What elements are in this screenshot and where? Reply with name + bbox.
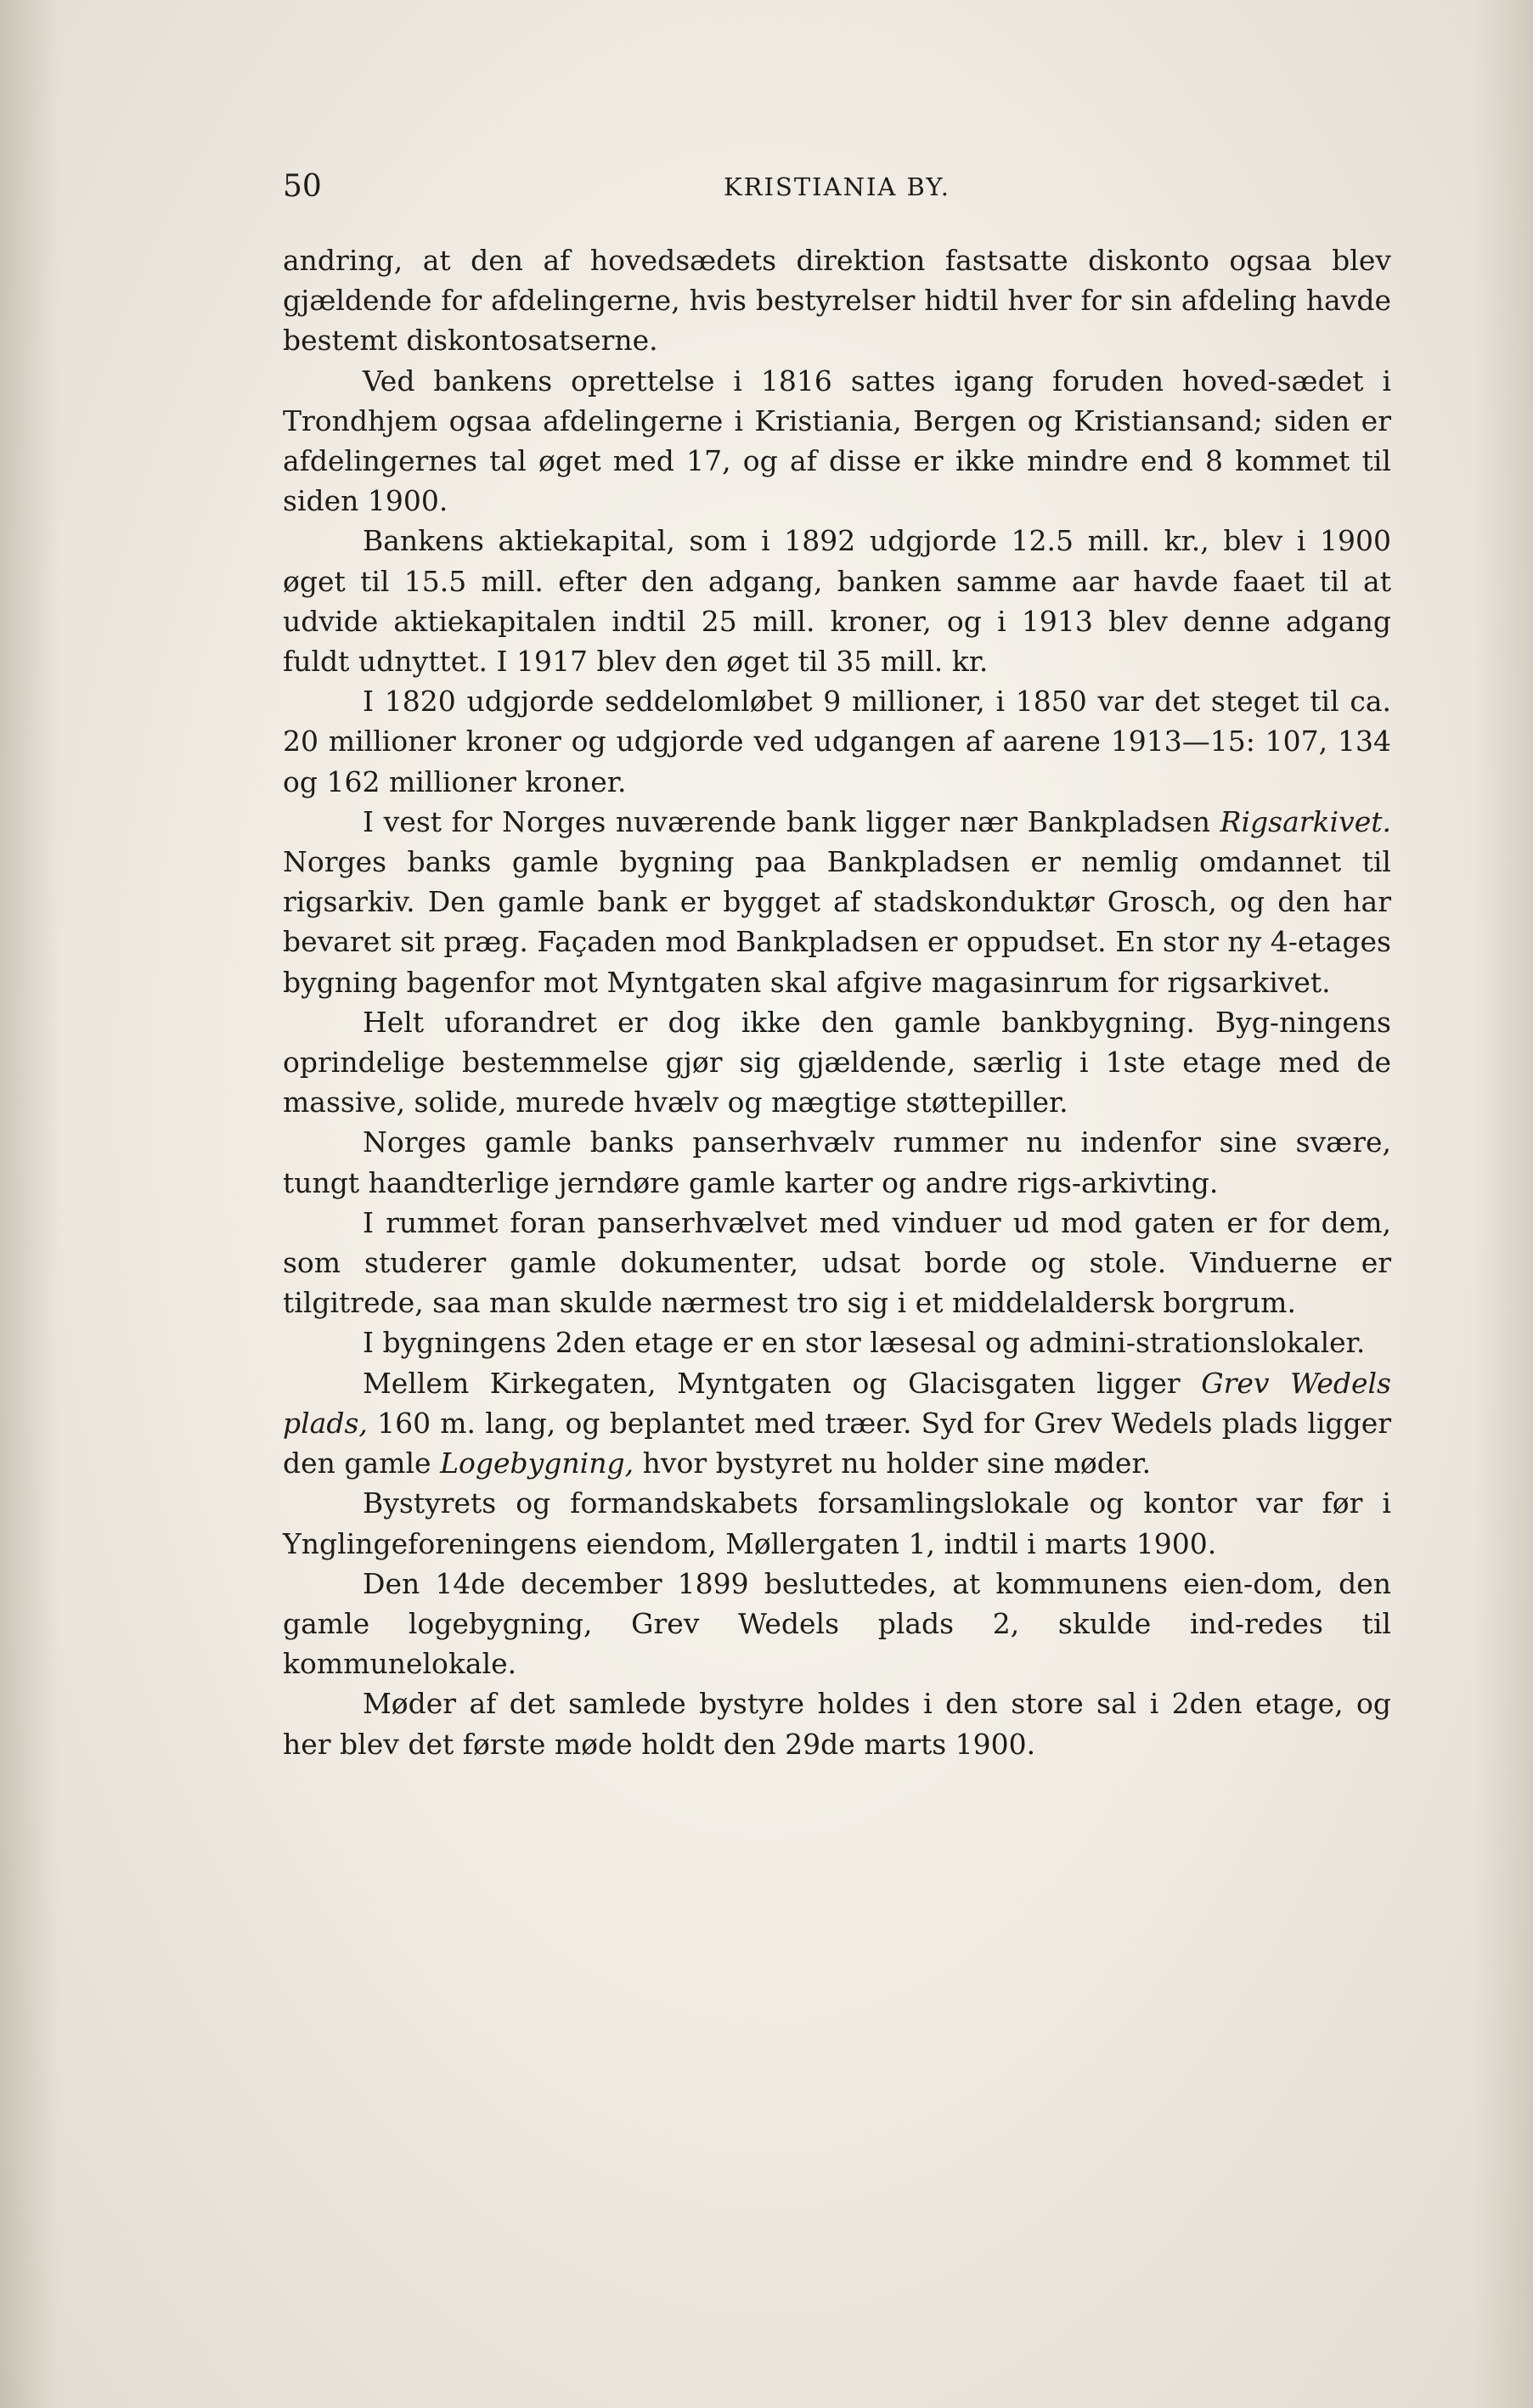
page-edge-shadow-left [0,0,59,2408]
paragraph-13: Møder af det samlede bystyre holdes i den store sal i 2den etage, og her blev det første møde holdt den 29de marts 1900. [283,1687,1391,1761]
paragraph-10 [283,1363,1391,1484]
page-edge-shadow-right [1474,0,1533,2408]
paragraph-10-text-c: hvor bystyret nu holder sine møder. [634,1446,1152,1480]
paragraph-7: Norges gamle banks panserhvælv rummer nu indenfor sine svære, tungt haandterlige jerndøre gamle karter og andre rigs-arkivting. [283,1125,1391,1199]
paragraph-11: Bystyrets og formandskabets forsamlingslokale og kontor var før i Ynglingeforeningens eiendom, Møllergaten 1, indtil i marts 1900. [283,1486,1391,1560]
paragraph-2: Ved bankens oprettelse i 1816 sattes igang foruden hoved-sædet i Trondhjem ogsaa afdelingerne i Kristiania, Bergen og Kristiansand; siden er afdelingernes tal øget med 17, og af disse er ikke mindre end 8 kommet til siden 1900. [283,364,1391,518]
body-text [283,240,1391,1764]
paragraph-12: Den 14de december 1899 besluttedes, at kommunens eien-dom, den gamle logebygning, Grev Wedels plads 2, skulde ind-redes til kommunelokale. [283,1566,1391,1681]
paragraph-5-text-a: I vest for Norges nuværende bank ligger nær Bankpladsen [363,804,1220,838]
paragraph-4: I 1820 udgjorde seddelomløbet 9 millioner, i 1850 var det steget til ca. 20 millioner kroner og udgjorde ved udgangen af aarene 1913—15: 107, 134 og 162 millioner kroner. [283,685,1391,798]
grev-wedels-plads-heading: Grev Wedels plads, [283,1366,1391,1440]
paragraph-5 [283,802,1391,1002]
paragraph-10-text-b: 160 m. lang, og beplantet med træer. Syd for Grev Wedels plads ligger den gamle [283,1406,1391,1480]
logebygning-heading: Logebygning, [440,1446,634,1480]
rigsarkivet-heading: Rigsarkivet. [1220,804,1391,838]
paragraph-9: I bygningens 2den etage er en stor læsesal og admini-strationslokaler. [363,1326,1366,1360]
paragraph-6: Helt uforandret er dog ikke den gamle bankbygning. Byg-ningens oprindelige bestemmelse gjør sig gjældende, særlig i 1ste etage med de massive, solide, murede hvælv og mægtige støttepiller. [283,1005,1391,1119]
running-head: KRISTIANIA BY. [724,172,950,201]
paragraph-5-text-b: Norges banks gamle bygning paa Bankpladsen er nemlig omdannet til rigsarkiv. Den gamle bank er bygget af stadskonduktør Grosch, og den har bevaret sit præg. Façaden mod Bankpladsen er oppudset. En stor ny 4-etages bygning bagenfor mot Myntgaten skal afgive magasinrum for rigsarkivet. [283,845,1391,999]
paragraph-1: andring, at den af hovedsædets direktion fastsatte diskonto ogsaa blev gjældende for afdelingerne, hvis bestyrelser hidtil hver for sin afdeling havde bestemt diskontosatserne. [283,244,1391,358]
paragraph-8: I rummet foran panserhvælvet med vinduer ud mod gaten er for dem, som studerer gamle dokumenter, udsat borde og stole. Vinduerne er tilgitrede, saa man skulde nærmest tro sig i et middelaldersk borgrum. [283,1205,1391,1320]
page-number: 50 [283,169,322,204]
page-header [283,161,1391,212]
paragraph-3: Bankens aktiekapital, som i 1892 udgjorde 12.5 mill. kr., blev i 1900 øget til 15.5 mill. efter den adgang, banken samme aar havde faaet til at udvide aktiekapitalen indtil 25 mill. kroner, og i 1913 blev denne adgang fuldt udnyttet. I 1917 blev den øget til 35 mill. kr. [283,524,1391,679]
paragraph-10-text-a: Mellem Kirkegaten, Myntgaten og Glacisgaten ligger [363,1366,1202,1400]
